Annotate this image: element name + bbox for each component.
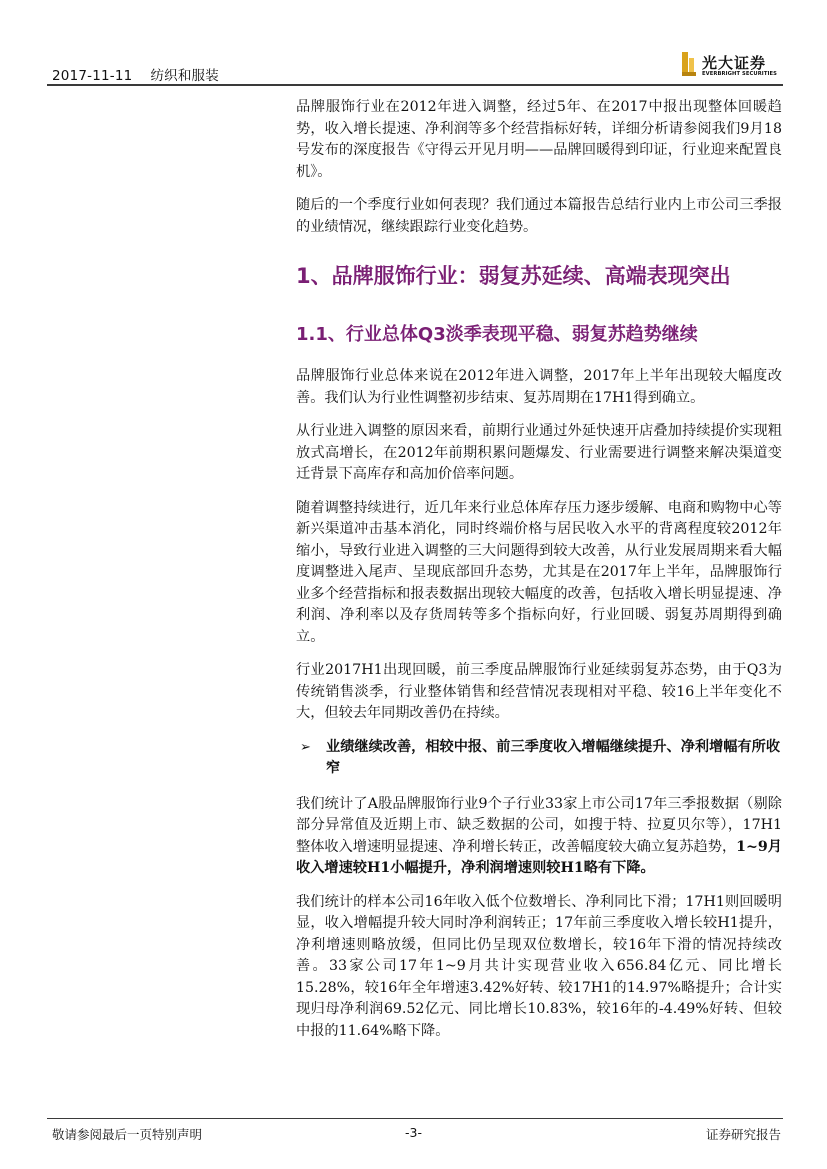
body-paragraph-5 bbox=[296, 794, 782, 880]
body-paragraph-6: 我们统计的样本公司16年收入低个位数增长、净利同比下滑；17H1则回暖明显，收入增幅提升较大同时净利润转正；17年前三季度收入增长较H1提升，净利增速则略放缓，但同比仍呈现双位数增长，较16年下滑的情况持续改善。33家公司17年1~9月共计实现营业收入656.84亿元、同比增长15.28%，较16年全年增速3.42%好转、较17H1的14.97%略提升；合计实现归母净利润69.52亿元、同比增长10.83%，较16年的-4.49%好转、但较中报的11.64%略下降。 bbox=[296, 893, 782, 1039]
report-date: 2017-11-11 bbox=[52, 68, 133, 84]
company-logo bbox=[682, 52, 782, 80]
subsection-heading-1-1: 1.1、行业总体Q3淡季表现平稳、弱复苏趋势继续 bbox=[296, 324, 698, 345]
arrow-bullet-icon: ➢ bbox=[300, 739, 311, 755]
body-paragraph-5-emphasis: 1~9月收入增速较H1小幅提升，净利润增速则较H1略有下降。 bbox=[296, 838, 782, 876]
bullet-point bbox=[296, 737, 782, 780]
logo-subtitle: EVERBRIGHT SECURITIES bbox=[702, 71, 777, 77]
logo-mark-icon bbox=[682, 52, 696, 76]
main-content bbox=[296, 97, 782, 1054]
page-number: -3- bbox=[405, 1125, 422, 1140]
body-paragraph-2: 从行业进入调整的原因来看，前期行业通过外延快速开店叠加持续提价实现粗放式高增长，在2012年前期积累问题爆发、行业需要进行调整来解决渠道变迁背景下高库存和高加价倍率问题。 bbox=[296, 423, 782, 482]
body-paragraph-5-text: 我们统计了A股品牌服饰行业9个子行业33家上市公司17年三季报数据（剔除部分异常值及近期上市、缺乏数据的公司，如搜于特、拉夏贝尔等），17H1整体收入增速明显提速、净利增长转正，改善幅度较大确立复苏趋势， bbox=[296, 795, 782, 855]
footer-report-type: 证券研究报告 bbox=[705, 1127, 781, 1142]
report-section: 纺织和服装 bbox=[150, 68, 219, 84]
section-heading-1: 1、品牌服饰行业：弱复苏延续、高端表现突出 bbox=[296, 264, 731, 288]
body-paragraph-1: 品牌服饰行业总体来说在2012年进入调整，2017年上半年出现较大幅度改善。我们认为行业性调整初步结束、复苏周期在17H1得到确立。 bbox=[296, 368, 782, 406]
bullet-text: 业绩继续改善，相较中报、前三季度收入增幅继续提升、净利增幅有所收窄 bbox=[326, 738, 781, 776]
body-paragraph-4: 行业2017H1出现回暖，前三季度品牌服饰行业延续弱复苏态势，由于Q3为传统销售淡季，行业整体销售和经营情况表现相对平稳、较16上半年变化不大，但较去年同期改善仍在持续。 bbox=[296, 662, 782, 721]
body-paragraph-3: 随着调整持续进行，近几年来行业总体库存压力逐步缓解、电商和购物中心等新兴渠道冲击基本消化，同时终端价格与居民收入水平的背离程度较2012年缩小，导致行业进入调整的三大问题得到较大改善，从行业发展周期来看大幅度调整进入尾声、呈现底部回升态势，尤其是在2017年上半年，品牌服饰行业多个经营指标和报表数据出现较大幅度的改善，包括收入增长明显提速、净利润、净利率以及存货周转等多个指标向好，行业回暖、弱复苏周期得到确立。 bbox=[296, 499, 782, 645]
intro-paragraph-1: 品牌服饰行业在2012年进入调整，经过5年、在2017中报出现整体回暖趋势，收入增长提速、净利润等多个经营指标好转，详细分析请参阅我们9月18号发布的深度报告《守得云开见月明——品牌回暖得到印证，行业迎来配置良机》。 bbox=[296, 99, 782, 180]
footer-disclaimer: 敬请参阅最后一页特别声明 bbox=[52, 1127, 203, 1142]
page-header bbox=[0, 0, 827, 84]
intro-paragraph-2: 随后的一个季度行业如何表现？我们通过本篇报告总结行业内上市公司三季报的业绩情况，继续跟踪行业变化趋势。 bbox=[296, 197, 782, 235]
header-divider bbox=[47, 84, 783, 86]
header-date-section bbox=[52, 64, 219, 84]
logo-name: 光大证券 bbox=[702, 54, 767, 72]
footer-divider bbox=[47, 1118, 783, 1119]
